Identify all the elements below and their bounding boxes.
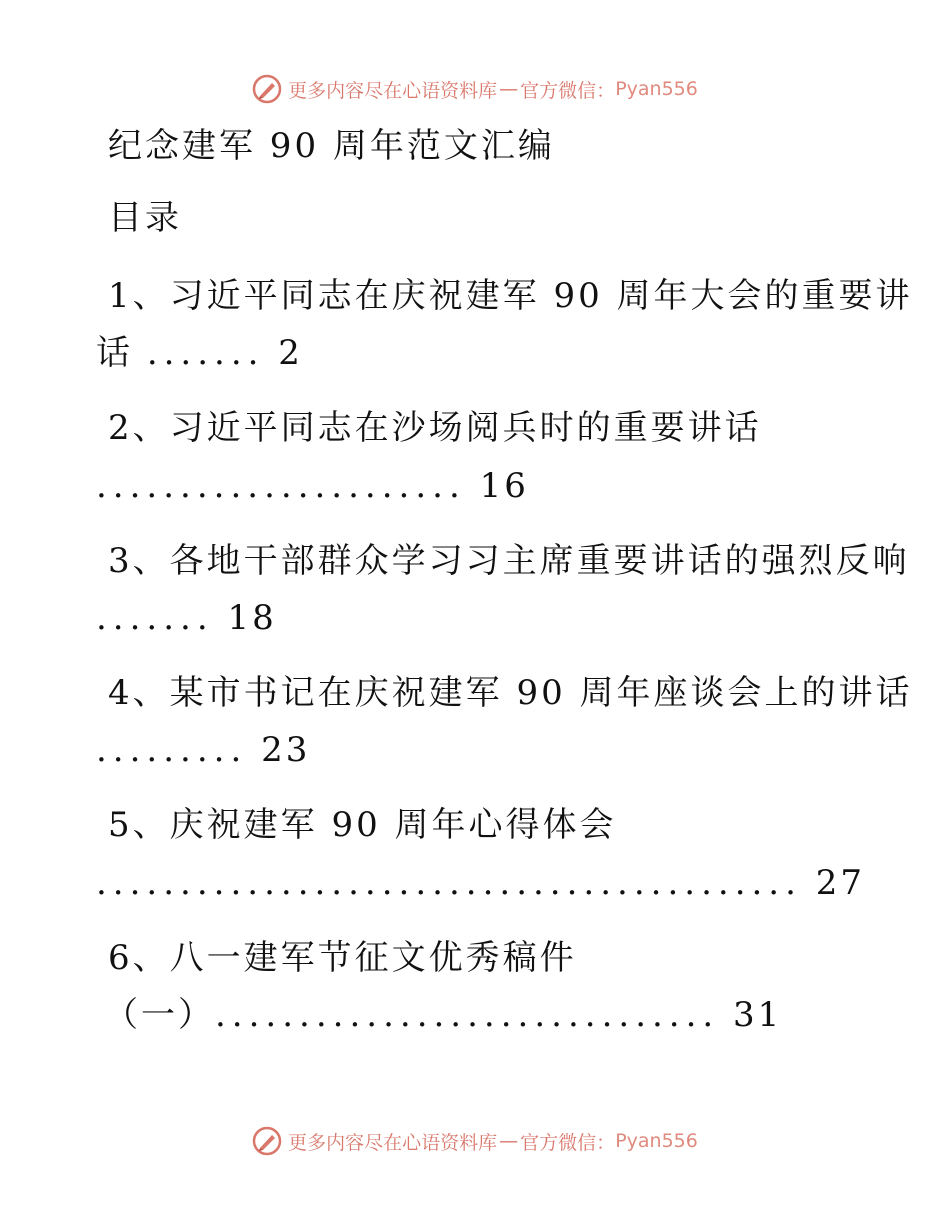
- toc-entry-4-dots: .........: [96, 730, 248, 770]
- watermark-text: 更多内容尽在心语资料库: [288, 79, 498, 102]
- toc-entry-6-prefix: （一）: [104, 995, 215, 1035]
- toc-entry-6-leader: [104, 995, 782, 1035]
- toc-entry-4-title: 4、某市书记在庆祝建军 90 周年座谈会上的讲话: [108, 673, 913, 713]
- toc-entry-3-title: 3、各地干部群众学习习主席重要讲话的强烈反响: [108, 541, 910, 581]
- toc-entry-1-leader: [96, 333, 303, 373]
- watermark-wechat-id: Pyan556: [615, 1130, 698, 1152]
- toc-entry-1-page: 2: [278, 333, 303, 373]
- toc-entry-3-leader: [96, 598, 277, 638]
- toc-entry-3-dots: .......: [96, 598, 214, 638]
- watermark-header: [0, 74, 950, 104]
- watermark-separator: —: [499, 78, 519, 100]
- toc-heading: 目录: [108, 198, 182, 238]
- toc-entry-2-leader: [96, 466, 529, 506]
- toc-entry-1-dots: .......: [146, 333, 265, 373]
- toc-entry-5-dots: ..........................................: [96, 863, 802, 903]
- toc-entry-6-dots: ..............................: [215, 995, 720, 1035]
- document-title: 纪念建军 90 周年范文汇编: [108, 126, 555, 166]
- toc-entry-5-page: 27: [815, 863, 865, 903]
- watermark-text: 更多内容尽在心语资料库: [288, 1131, 498, 1154]
- toc-entry-2-page: 16: [479, 466, 529, 506]
- toc-entry-4-page: 23: [261, 730, 311, 770]
- toc-entry-5-leader: [96, 863, 865, 903]
- watermark-wechat-label: 官方微信：: [520, 1131, 616, 1154]
- toc-entry-6-page: 31: [733, 995, 783, 1035]
- pen-logo-icon: [252, 74, 282, 104]
- toc-entry-1-prefix: 话: [96, 333, 147, 373]
- toc-entry-5-title: 5、庆祝建军 90 周年心得体会: [108, 805, 617, 845]
- toc-entry-6-title: 6、八一建军节征文优秀稿件: [108, 938, 577, 978]
- watermark-wechat-id: Pyan556: [615, 78, 698, 100]
- watermark-footer: [0, 1126, 950, 1156]
- toc-entry-2-dots: ......................: [96, 466, 466, 506]
- watermark-wechat-label: 官方微信：: [520, 79, 616, 102]
- watermark-separator: —: [499, 1130, 519, 1152]
- pen-logo-icon: [252, 1126, 282, 1156]
- toc-entry-1-title: 1、习近平同志在庆祝建军 90 周年大会的重要讲: [108, 276, 913, 316]
- toc-entry-2-title: 2、习近平同志在沙场阅兵时的重要讲话: [108, 408, 762, 448]
- toc-entry-4-leader: [96, 730, 310, 770]
- toc-entry-3-page: 18: [227, 598, 277, 638]
